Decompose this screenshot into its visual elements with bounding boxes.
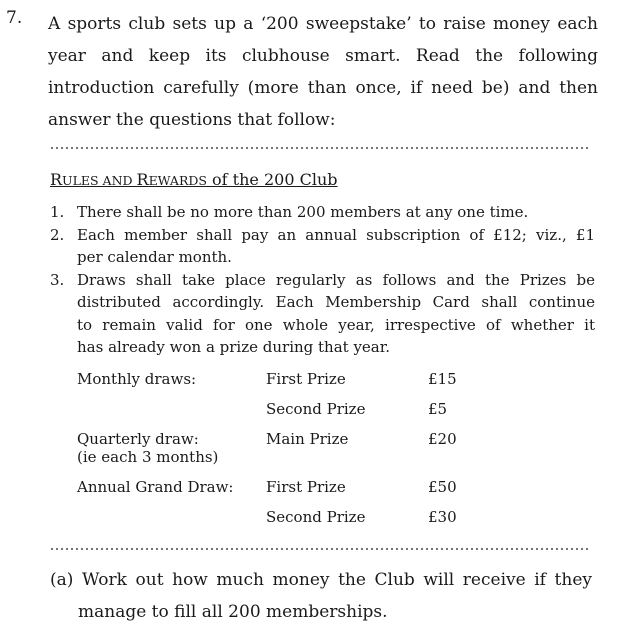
draw-label: Annual Grand Draw: [77, 478, 234, 496]
prize-amount: £50 [428, 478, 457, 496]
rule-number: 1. [50, 203, 65, 221]
prize-name: Second Prize [266, 508, 366, 526]
intro-line: A sports club sets up a ‘200 sweepstake’ to raise money each [48, 14, 598, 34]
intro-paragraph [48, 8, 598, 136]
prize-name: First Prize [266, 478, 346, 496]
divider-top [50, 145, 590, 151]
rule-number: 2. [50, 225, 65, 244]
prize-amount: £30 [428, 508, 457, 526]
draw-label: Monthly draws: [77, 370, 197, 388]
rules-list [50, 201, 595, 359]
question-number: 7. [6, 8, 23, 28]
rule-number: 3. [50, 270, 65, 289]
prize-name: Main Prize [266, 430, 349, 448]
prize-amount: £20 [428, 430, 457, 448]
intro-line: year and keep its clubhouse smart. Read the following [48, 46, 598, 66]
prize-amount: £15 [428, 370, 457, 388]
draw-sublabel: (ie each 3 months) [77, 448, 219, 466]
intro-line: answer the questions that follow: [48, 110, 336, 130]
draw-label: Quarterly draw: (ie each 3 months) [77, 430, 262, 466]
prize-name: Second Prize [266, 400, 366, 418]
prize-name: First Prize [266, 370, 346, 388]
rules-title: RULES AND REWARDS of the 200 Club [50, 170, 338, 189]
rule-text: Each member shall pay an annual subscription of £12; viz., £1 per calendar month. [77, 225, 595, 266]
question-line: manage to fill all 200 memberships. [78, 602, 388, 622]
rule-item [50, 201, 595, 224]
question-a [50, 564, 592, 628]
intro-line: introduction carefully (more than once, if need be) and then [48, 78, 598, 98]
rule-item [50, 269, 595, 359]
rule-item [50, 224, 595, 269]
rule-text: There shall be no more than 200 members at any one time. [77, 203, 529, 221]
question-line: (a) Work out how much money the Club will receive if they [50, 570, 592, 590]
divider-bottom [50, 546, 590, 552]
rule-text: Draws shall take place regularly as follows and the Prizes be distributed accordingly. Each Membership Card shall continue to remain valid for one whole year, irrespective of whether it has already won a prize during that year. [77, 270, 595, 356]
prize-amount: £5 [428, 400, 448, 418]
